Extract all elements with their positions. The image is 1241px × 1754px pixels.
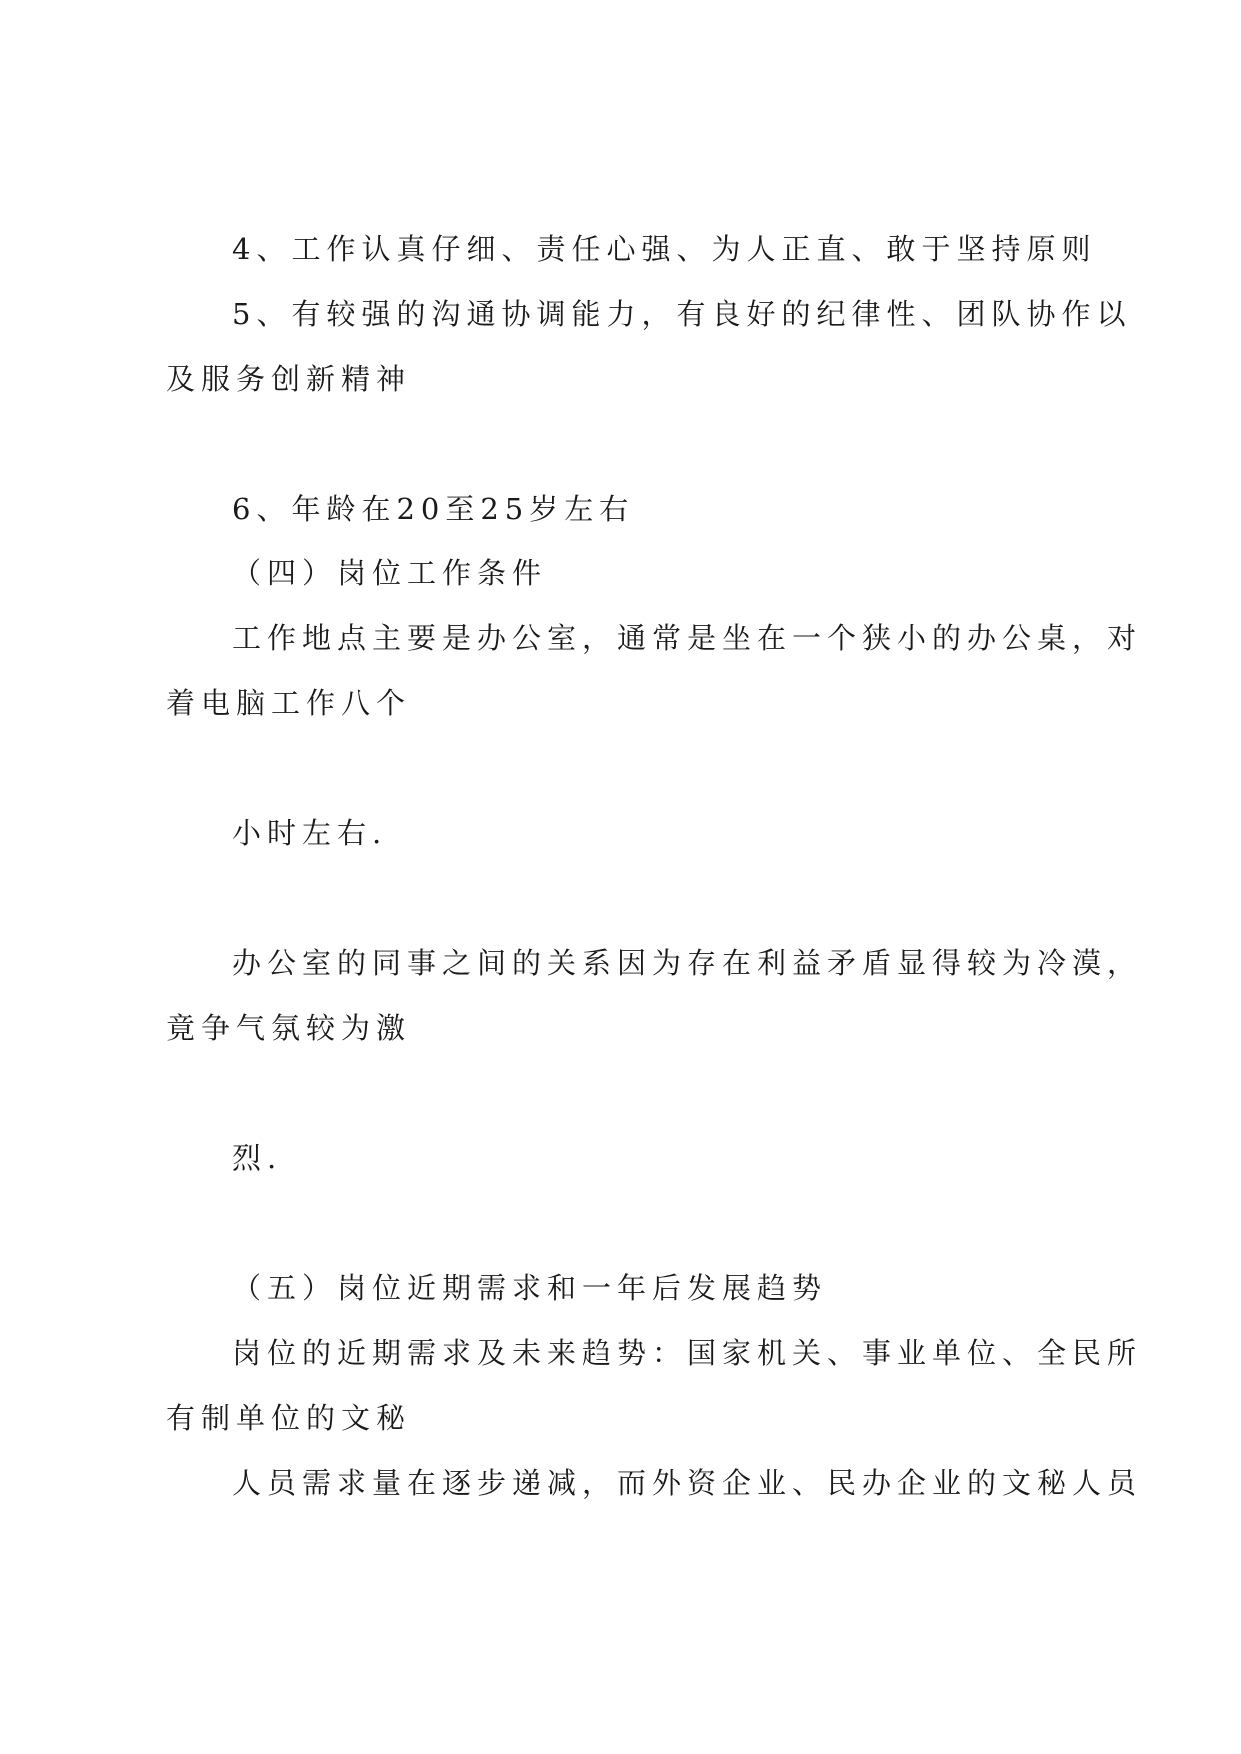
requirement-4: 4、工作认真仔细、责任心强、为人正直、敢于坚持原则 <box>232 232 1097 266</box>
paragraph-colleagues-continued: 竟争气氛较为激 <box>166 1011 412 1045</box>
paragraph-colleagues: 办公室的同事之间的关系因为存在利益矛盾显得较为冷漠， <box>232 946 1143 980</box>
paragraph-demand: 岗位的近期需求及未来趋势：国家机关、事业单位、全民所 <box>232 1336 1143 1370</box>
section-heading-5: （五）岗位近期需求和一年后发展趋势 <box>232 1271 828 1305</box>
requirement-5-continued: 及服务创新精神 <box>166 362 412 396</box>
paragraph-work-location: 工作地点主要是办公室，通常是坐在一个狭小的办公桌，对 <box>232 621 1143 655</box>
paragraph-work-hours: 小时左右. <box>232 816 388 850</box>
paragraph-competition-end: 烈. <box>232 1141 283 1175</box>
paragraph-work-location-continued: 着电脑工作八个 <box>166 686 412 720</box>
paragraph-demand-continued: 有制单位的文秘 <box>166 1401 412 1435</box>
section-heading-4: （四）岗位工作条件 <box>232 556 548 590</box>
paragraph-staff-demand: 人员需求量在逐步递减，而外资企业、民办企业的文秘人员 <box>232 1466 1143 1500</box>
requirement-6: 6、年龄在20至25岁左右 <box>232 492 635 526</box>
requirement-5: 5、有较强的沟通协调能力，有良好的纪律性、团队协作以 <box>232 297 1132 331</box>
